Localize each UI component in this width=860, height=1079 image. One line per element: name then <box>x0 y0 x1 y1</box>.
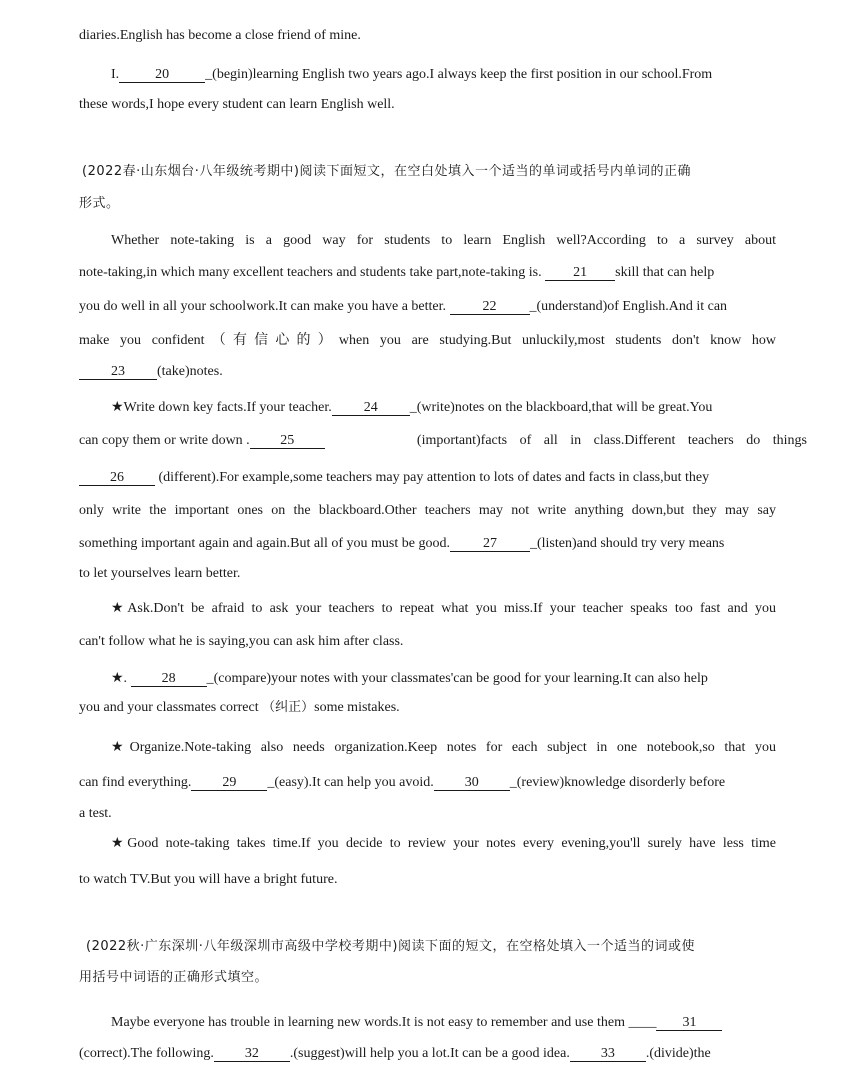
answer-blank-25[interactable]: 25 <box>250 433 325 449</box>
text-line <box>79 298 727 316</box>
text-run: （纠正） <box>262 700 315 715</box>
text-line: can't follow what he is saying,you can ask him after class. <box>79 634 404 649</box>
text-line <box>111 1014 722 1032</box>
text-run: (different).For example,some teachers may pay attention to lots of dates and facts in class,but they <box>158 470 710 485</box>
text-run: ★Write down key facts.If your teacher. <box>111 400 332 415</box>
text-line <box>111 399 712 417</box>
section-instruction: (2022秋·广东深圳·八年级深圳市高级中学校考期中)阅读下面的短文，在空格处填入一个适当的词或使 <box>86 939 695 954</box>
text-run: I. <box>111 67 120 82</box>
text-run: .(divide)the <box>645 1046 711 1061</box>
text-line <box>79 469 709 487</box>
text-run: (correct).The following. <box>79 1046 214 1061</box>
text-run: ★. <box>111 671 128 686</box>
answer-blank-27[interactable]: 27 <box>450 536 530 552</box>
answer-blank-33[interactable]: 33 <box>570 1046 646 1062</box>
text-line: ★Organize.Note-taking also needs organization.Keep notes for each subject in one notebook,so that you <box>111 740 776 755</box>
text-run: Maybe everyone has trouble in learning new words.It is not easy to remember and use them <box>111 1015 625 1030</box>
text-line: Whether note-taking is a good way for students to learn English well?According to a survey about <box>111 233 776 248</box>
section-instruction: 用括号中词语的正确形式填空。 <box>79 970 269 985</box>
text-line: only write the important ones on the blackboard.Other teachers may not write anything down,but they may say <box>79 503 776 518</box>
text-run: ____ <box>628 1015 657 1030</box>
text-line: make you confident（有信心的）when you are studying.But unluckily,most students don't know how <box>79 333 776 348</box>
text-run: can copy them or write down . <box>79 433 250 448</box>
answer-blank-32[interactable]: 32 <box>214 1046 290 1062</box>
answer-blank-21[interactable]: 21 <box>545 265 615 281</box>
section-instruction: 形式。 <box>79 196 120 211</box>
text-run: _(easy).It can help you avoid. <box>267 775 434 790</box>
text-line: ★Ask.Don't be afraid to ask your teachers to repeat what you miss.If your teacher speaks too fast and you <box>111 601 776 616</box>
text-run: can find everything. <box>79 775 192 790</box>
text-line <box>111 66 712 84</box>
text-line: ★Good note-taking takes time.If you decide to review your notes every evening,you'll surely have less time <box>111 836 776 851</box>
text-run: _(write)notes on the blackboard,that will be great.You <box>409 400 713 415</box>
text-run: .(suggest)will help you a lot.It can be a good idea. <box>289 1046 570 1061</box>
text-line <box>79 432 807 450</box>
text-line: these words,I hope every student can learn English well. <box>79 97 395 112</box>
text-run: _(listen)and should try very means <box>529 536 725 551</box>
text-run: you do well in all your schoolwork.It can make you have a better. <box>79 299 447 314</box>
text-line <box>79 535 724 553</box>
text-line: to watch TV.But you will have a bright future. <box>79 872 338 887</box>
text-line: a test. <box>79 806 112 821</box>
text-line <box>111 670 708 688</box>
text-run: some mistakes. <box>314 700 400 715</box>
text-line <box>79 1045 711 1063</box>
text-run: you and your classmates correct <box>79 700 259 715</box>
answer-blank-28[interactable]: 28 <box>131 671 207 687</box>
text-line <box>79 363 223 381</box>
section-instruction: (2022春·山东烟台·八年级统考期中)阅读下面短文，在空白处填入一个适当的单词或括号内单词的正确 <box>82 164 691 179</box>
text-line: to let yourselves learn better. <box>79 566 241 581</box>
answer-blank-31[interactable]: 31 <box>656 1015 722 1031</box>
text-run: (take)notes. <box>157 364 223 379</box>
text-run: something important again and again.But all of you must be good. <box>79 536 450 551</box>
text-line <box>79 774 725 792</box>
answer-blank-26[interactable]: 26 <box>79 470 155 486</box>
answer-blank-24[interactable]: 24 <box>332 400 410 416</box>
text-line <box>79 264 714 282</box>
text-line <box>79 699 400 717</box>
text-run: _(understand)of English.And it can <box>529 299 728 314</box>
answer-blank-22[interactable]: 22 <box>450 299 530 315</box>
text-run: (important)facts of all in class.Different teachers do things <box>416 433 807 448</box>
text-run: skill that can help <box>615 265 715 280</box>
answer-blank-20[interactable]: 20 <box>119 67 205 83</box>
text-run: _(begin)learning English two years ago.I always keep the first position in our school.From <box>205 67 713 82</box>
text-run: _(review)knowledge disorderly before <box>509 775 726 790</box>
answer-blank-30[interactable]: 30 <box>434 775 510 791</box>
text-run: _(compare)your notes with your classmates'can be good for your learning.It can also help <box>206 671 708 686</box>
answer-blank-29[interactable]: 29 <box>191 775 267 791</box>
text-run <box>79 432 325 450</box>
text-line: diaries.English has become a close friend of mine. <box>79 28 361 43</box>
answer-blank-23[interactable]: 23 <box>79 364 157 380</box>
text-run: note-taking,in which many excellent teachers and students take part,note-taking is. <box>79 265 542 280</box>
